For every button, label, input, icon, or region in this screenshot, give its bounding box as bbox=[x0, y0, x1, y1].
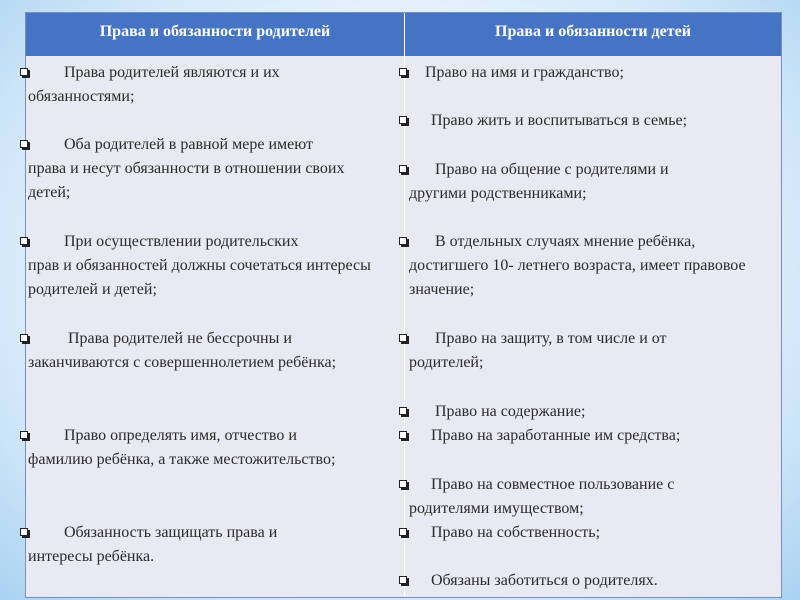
checkbox-bullet-icon bbox=[399, 431, 407, 439]
list-item: Обязаны заботиться о родителях. bbox=[409, 569, 777, 593]
list-item: Право на заработанные им средства; bbox=[409, 424, 777, 448]
list-item: Право на содержание; bbox=[409, 400, 777, 424]
checkbox-bullet-icon bbox=[20, 431, 28, 439]
list-item: Право на общение с родителями и другими родственниками; bbox=[409, 158, 777, 206]
checkbox-bullet-icon bbox=[399, 237, 407, 245]
checkbox-bullet-icon bbox=[399, 334, 407, 342]
list-item: Права родителей не бессрочны и заканчиваются с совершеннолетием ребёнка; bbox=[28, 327, 384, 375]
checkbox-bullet-icon bbox=[399, 576, 407, 584]
list-item: Оба родителей в равной мере имеют права и несут обязанности в отношении своих детей; bbox=[28, 133, 384, 205]
checkbox-bullet-icon bbox=[399, 116, 407, 124]
list-item: Право на имя и гражданство; bbox=[409, 61, 777, 85]
table-header bbox=[26, 13, 781, 56]
list-item: Право на защиту, в том числе и от родителей; bbox=[409, 327, 777, 375]
checkbox-bullet-icon bbox=[20, 68, 28, 76]
header-parents: Права и обязанности родителей bbox=[99, 23, 331, 40]
checkbox-bullet-icon bbox=[399, 165, 407, 173]
checkbox-bullet-icon bbox=[20, 140, 28, 148]
checkbox-bullet-icon bbox=[20, 528, 28, 536]
checkbox-bullet-icon bbox=[399, 407, 407, 415]
header-children: Права и обязанности детей bbox=[495, 23, 691, 40]
checkbox-bullet-icon bbox=[399, 528, 407, 536]
list-item: При осуществлении родительских прав и обязанностей должны сочетаться интересы родителей и детей; bbox=[28, 230, 384, 302]
list-item: Право на совместное пользование с родителями имуществом; bbox=[409, 473, 777, 521]
list-item: Обязанность защищать права и интересы ребёнка. bbox=[28, 521, 384, 569]
rights-table bbox=[25, 12, 782, 598]
checkbox-bullet-icon bbox=[399, 480, 407, 488]
list-item: Право на собственность; bbox=[409, 521, 777, 545]
list-item: Право жить и воспитываться в семье; bbox=[409, 109, 777, 133]
list-item: Право определять имя, отчество и фамилию ребёнка, а также местожительство; bbox=[28, 424, 384, 472]
list-item: Права родителей являются и их обязанностями; bbox=[28, 61, 384, 109]
checkbox-bullet-icon bbox=[20, 334, 28, 342]
column-divider bbox=[404, 56, 405, 597]
checkbox-bullet-icon bbox=[399, 68, 407, 76]
list-item: В отдельных случаях мнение ребёнка, достигшего 10- летнего возраста, имеет правовое значение; bbox=[409, 230, 777, 302]
checkbox-bullet-icon bbox=[20, 237, 28, 245]
